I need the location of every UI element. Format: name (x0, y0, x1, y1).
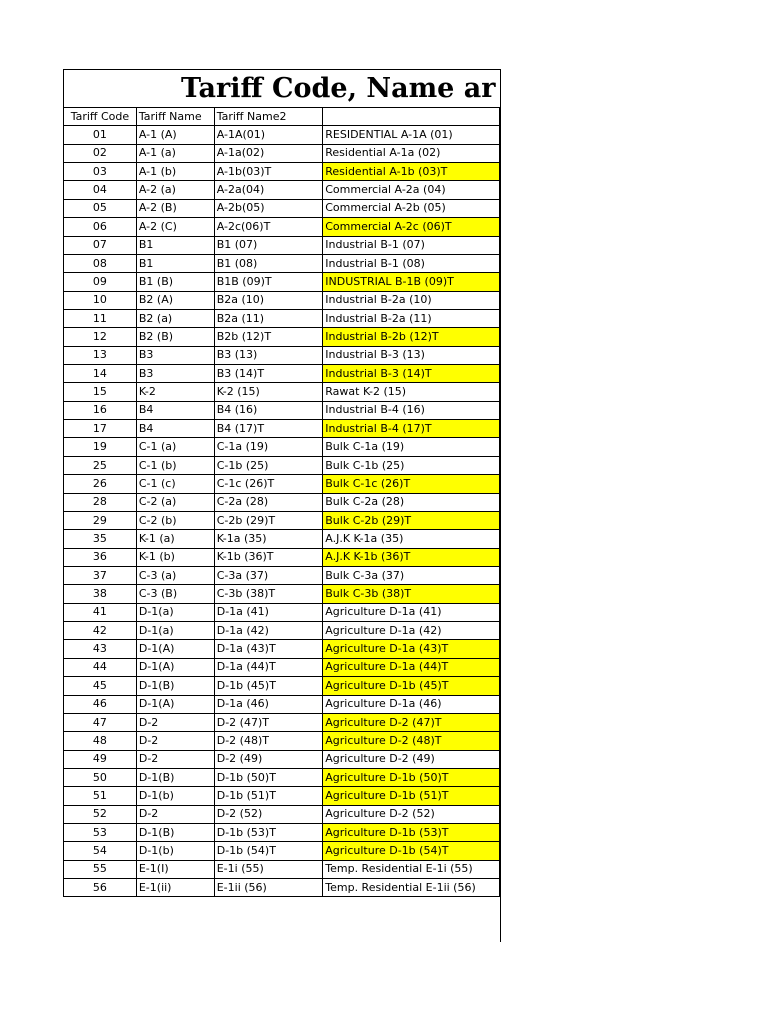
cell-tariff-name2: C-3b (38)T (214, 585, 323, 603)
cell-description: Residential A-1b (03)T (323, 163, 500, 181)
cell-tariff-code: 07 (64, 236, 137, 254)
cell-description: Commercial A-2b (05) (323, 199, 500, 217)
table-row (64, 677, 500, 695)
cell-tariff-name: D-2 (136, 750, 214, 768)
table-row (64, 236, 500, 254)
cell-tariff-name2: D-1b (53)T (214, 824, 323, 842)
cell-tariff-name: E-1(I) (136, 860, 214, 878)
table-row (64, 585, 500, 603)
cell-tariff-code: 54 (64, 842, 137, 860)
table-row (64, 805, 500, 823)
cell-tariff-code: 43 (64, 640, 137, 658)
table-row (64, 787, 500, 805)
cell-tariff-name2: D-2 (47)T (214, 713, 323, 731)
cell-description: Agriculture D-1b (54)T (323, 842, 500, 860)
title-row (63, 69, 500, 107)
cell-tariff-name2: K-2 (15) (214, 383, 323, 401)
cell-description: Agriculture D-1b (50)T (323, 768, 500, 786)
cell-tariff-name: C-2 (a) (136, 493, 214, 511)
table-row (64, 879, 500, 897)
cell-description: Commercial A-2a (04) (323, 181, 500, 199)
cell-description: Agriculture D-1a (41) (323, 603, 500, 621)
cell-description: Industrial B-2b (12)T (323, 328, 500, 346)
cell-description: Agriculture D-2 (52) (323, 805, 500, 823)
cell-tariff-code: 42 (64, 622, 137, 640)
cell-tariff-name: C-1 (a) (136, 438, 214, 456)
cell-description: Industrial B-2a (10) (323, 291, 500, 309)
cell-tariff-code: 17 (64, 420, 137, 438)
header-description (323, 108, 500, 126)
cell-tariff-code: 05 (64, 199, 137, 217)
cell-tariff-name2: D-2 (52) (214, 805, 323, 823)
cell-tariff-name2: A-1A(01) (214, 126, 323, 144)
table-row (64, 456, 500, 474)
cell-tariff-name2: C-1b (25) (214, 456, 323, 474)
cell-tariff-code: 50 (64, 768, 137, 786)
cell-description: Commercial A-2c (06)T (323, 218, 500, 236)
cell-tariff-name2: B2a (10) (214, 291, 323, 309)
cell-tariff-name2: K-1b (36)T (214, 548, 323, 566)
cell-description: Bulk C-1c (26)T (323, 475, 500, 493)
table-row (64, 530, 500, 548)
cell-description: Industrial B-4 (17)T (323, 420, 500, 438)
table-row (64, 254, 500, 272)
cell-tariff-name: B3 (136, 365, 214, 383)
cell-tariff-name2: B3 (14)T (214, 365, 323, 383)
table-row (64, 218, 500, 236)
cell-description: RESIDENTIAL A-1A (01) (323, 126, 500, 144)
cell-tariff-code: 26 (64, 475, 137, 493)
cell-tariff-name: C-3 (B) (136, 585, 214, 603)
cell-tariff-name2: E-1i (55) (214, 860, 323, 878)
cell-tariff-name: D-1(A) (136, 658, 214, 676)
cell-tariff-code: 35 (64, 530, 137, 548)
cell-tariff-code: 08 (64, 254, 137, 272)
header-tariff-name: Tariff Name (136, 108, 214, 126)
cell-tariff-code: 01 (64, 126, 137, 144)
cell-tariff-name: D-1(B) (136, 824, 214, 842)
cell-tariff-code: 15 (64, 383, 137, 401)
cell-tariff-name: K-1 (b) (136, 548, 214, 566)
cell-tariff-name2: D-1a (41) (214, 603, 323, 621)
cell-tariff-name2: C-1c (26)T (214, 475, 323, 493)
cell-tariff-name2: A-2c(06)T (214, 218, 323, 236)
table-row (64, 566, 500, 584)
cell-tariff-code: 11 (64, 309, 137, 327)
cell-tariff-name: A-1 (b) (136, 163, 214, 181)
cell-tariff-name: A-2 (C) (136, 218, 214, 236)
cell-tariff-name2: A-1b(03)T (214, 163, 323, 181)
cell-tariff-name: C-3 (a) (136, 566, 214, 584)
cell-description: Rawat K-2 (15) (323, 383, 500, 401)
cell-tariff-name: D-1(B) (136, 768, 214, 786)
cell-tariff-code: 06 (64, 218, 137, 236)
cell-tariff-name2: B2a (11) (214, 309, 323, 327)
cell-tariff-code: 37 (64, 566, 137, 584)
cell-tariff-name2: B1 (07) (214, 236, 323, 254)
table-row (64, 144, 500, 162)
cell-tariff-name: A-1 (a) (136, 144, 214, 162)
cell-tariff-name: D-1(A) (136, 695, 214, 713)
cell-tariff-name2: B4 (17)T (214, 420, 323, 438)
cell-tariff-code: 46 (64, 695, 137, 713)
cell-description: Temp. Residential E-1ii (56) (323, 879, 500, 897)
table-row (64, 401, 500, 419)
table-row (64, 493, 500, 511)
cell-tariff-name2: C-2a (28) (214, 493, 323, 511)
cell-tariff-name2: D-1a (44)T (214, 658, 323, 676)
table-row (64, 732, 500, 750)
cell-tariff-name2: D-1b (54)T (214, 842, 323, 860)
cell-tariff-name: D-1(a) (136, 622, 214, 640)
cell-tariff-code: 47 (64, 713, 137, 731)
cell-tariff-code: 36 (64, 548, 137, 566)
cell-tariff-code: 51 (64, 787, 137, 805)
cell-tariff-name: D-2 (136, 713, 214, 731)
cell-tariff-code: 41 (64, 603, 137, 621)
cell-description: Agriculture D-1b (51)T (323, 787, 500, 805)
table-row (64, 383, 500, 401)
cell-description: Bulk C-3a (37) (323, 566, 500, 584)
page-title: Tariff Code, Name ar (181, 73, 496, 104)
table-row (64, 126, 500, 144)
cell-tariff-code: 13 (64, 346, 137, 364)
cell-tariff-name: B2 (a) (136, 309, 214, 327)
cell-tariff-code: 48 (64, 732, 137, 750)
tariff-table-region (63, 69, 501, 942)
cell-tariff-name2: D-1a (43)T (214, 640, 323, 658)
cell-tariff-code: 38 (64, 585, 137, 603)
table-row (64, 768, 500, 786)
cell-description: Agriculture D-1a (46) (323, 695, 500, 713)
cell-description: Agriculture D-2 (49) (323, 750, 500, 768)
cell-description: Industrial B-1 (07) (323, 236, 500, 254)
cell-tariff-name: B1 (136, 236, 214, 254)
cell-tariff-name2: B3 (13) (214, 346, 323, 364)
cell-tariff-code: 29 (64, 511, 137, 529)
header-tariff-code: Tariff Code (64, 108, 137, 126)
cell-tariff-name2: B4 (16) (214, 401, 323, 419)
cell-tariff-name2: C-3a (37) (214, 566, 323, 584)
table-row (64, 640, 500, 658)
cell-tariff-code: 49 (64, 750, 137, 768)
cell-tariff-code: 16 (64, 401, 137, 419)
cell-tariff-name2: A-2b(05) (214, 199, 323, 217)
cell-tariff-name: C-1 (b) (136, 456, 214, 474)
cell-tariff-code: 25 (64, 456, 137, 474)
cell-tariff-code: 55 (64, 860, 137, 878)
cell-tariff-name2: B1 (08) (214, 254, 323, 272)
cell-tariff-name: K-2 (136, 383, 214, 401)
cell-tariff-code: 03 (64, 163, 137, 181)
cell-tariff-code: 52 (64, 805, 137, 823)
cell-tariff-code: 02 (64, 144, 137, 162)
cell-tariff-name2: A-1a(02) (214, 144, 323, 162)
cell-tariff-name: B4 (136, 401, 214, 419)
cell-tariff-code: 04 (64, 181, 137, 199)
cell-tariff-name: B1 (136, 254, 214, 272)
cell-tariff-name: A-1 (A) (136, 126, 214, 144)
cell-description: Industrial B-1 (08) (323, 254, 500, 272)
table-row (64, 658, 500, 676)
cell-tariff-name2: D-2 (49) (214, 750, 323, 768)
cell-description: Bulk C-2b (29)T (323, 511, 500, 529)
cell-description: Industrial B-3 (14)T (323, 365, 500, 383)
cell-tariff-code: 10 (64, 291, 137, 309)
cell-description: Agriculture D-1a (43)T (323, 640, 500, 658)
cell-tariff-code: 53 (64, 824, 137, 842)
cell-tariff-name: D-1(b) (136, 842, 214, 860)
header-tariff-name2: Tariff Name2 (214, 108, 323, 126)
table-row (64, 622, 500, 640)
cell-description: A.J.K K-1a (35) (323, 530, 500, 548)
cell-tariff-name: B3 (136, 346, 214, 364)
table-row (64, 511, 500, 529)
table-row (64, 695, 500, 713)
cell-description: Agriculture D-2 (48)T (323, 732, 500, 750)
cell-tariff-code: 28 (64, 493, 137, 511)
table-row (64, 548, 500, 566)
cell-tariff-name2: K-1a (35) (214, 530, 323, 548)
table-row (64, 860, 500, 878)
cell-tariff-name2: A-2a(04) (214, 181, 323, 199)
cell-tariff-code: 09 (64, 273, 137, 291)
cell-tariff-name2: C-2b (29)T (214, 511, 323, 529)
cell-tariff-name: B1 (B) (136, 273, 214, 291)
cell-description: Bulk C-3b (38)T (323, 585, 500, 603)
cell-description: Bulk C-1a (19) (323, 438, 500, 456)
table-row (64, 842, 500, 860)
cell-description: Industrial B-3 (13) (323, 346, 500, 364)
cell-tariff-code: 19 (64, 438, 137, 456)
table-row (64, 291, 500, 309)
cell-description: Agriculture D-1b (53)T (323, 824, 500, 842)
cell-description: Industrial B-4 (16) (323, 401, 500, 419)
cell-description: Temp. Residential E-1i (55) (323, 860, 500, 878)
cell-tariff-name2: B2b (12)T (214, 328, 323, 346)
cell-tariff-name2: D-1b (45)T (214, 677, 323, 695)
cell-description: Bulk C-2a (28) (323, 493, 500, 511)
table-row (64, 438, 500, 456)
table-row (64, 750, 500, 768)
tariff-table (63, 107, 500, 897)
cell-tariff-name: C-2 (b) (136, 511, 214, 529)
cell-tariff-name: D-1(A) (136, 640, 214, 658)
table-row (64, 273, 500, 291)
cell-tariff-name: A-2 (B) (136, 199, 214, 217)
cell-tariff-name2: D-1b (51)T (214, 787, 323, 805)
table-row (64, 824, 500, 842)
table-header-row (64, 108, 500, 126)
cell-description: Residential A-1a (02) (323, 144, 500, 162)
table-row (64, 346, 500, 364)
cell-tariff-name: D-2 (136, 805, 214, 823)
cell-tariff-name: B2 (A) (136, 291, 214, 309)
cell-tariff-name2: D-1b (50)T (214, 768, 323, 786)
cell-tariff-name: C-1 (c) (136, 475, 214, 493)
table-row (64, 420, 500, 438)
cell-description: Bulk C-1b (25) (323, 456, 500, 474)
cell-tariff-name: D-1(b) (136, 787, 214, 805)
cell-tariff-code: 14 (64, 365, 137, 383)
cell-tariff-name: E-1(ii) (136, 879, 214, 897)
cell-tariff-code: 45 (64, 677, 137, 695)
table-row (64, 365, 500, 383)
table-row (64, 328, 500, 346)
cell-tariff-code: 12 (64, 328, 137, 346)
cell-description: Agriculture D-2 (47)T (323, 713, 500, 731)
cell-tariff-name: D-1(B) (136, 677, 214, 695)
cell-description: Agriculture D-1a (44)T (323, 658, 500, 676)
table-row (64, 163, 500, 181)
table-body (64, 126, 500, 897)
cell-tariff-name2: D-2 (48)T (214, 732, 323, 750)
table-row (64, 475, 500, 493)
cell-tariff-code: 44 (64, 658, 137, 676)
cell-tariff-name2: C-1a (19) (214, 438, 323, 456)
cell-tariff-code: 56 (64, 879, 137, 897)
cell-tariff-name2: E-1ii (56) (214, 879, 323, 897)
cell-tariff-name2: D-1a (46) (214, 695, 323, 713)
cell-tariff-name: D-1(a) (136, 603, 214, 621)
table-row (64, 181, 500, 199)
table-row (64, 199, 500, 217)
cell-description: Agriculture D-1a (42) (323, 622, 500, 640)
cell-description: A.J.K K-1b (36)T (323, 548, 500, 566)
cell-tariff-name: A-2 (a) (136, 181, 214, 199)
table-row (64, 603, 500, 621)
table-row (64, 713, 500, 731)
cell-tariff-name: D-2 (136, 732, 214, 750)
table-row (64, 309, 500, 327)
cell-tariff-name: K-1 (a) (136, 530, 214, 548)
cell-description: Agriculture D-1b (45)T (323, 677, 500, 695)
cell-tariff-name2: B1B (09)T (214, 273, 323, 291)
cell-tariff-name: B4 (136, 420, 214, 438)
cell-description: INDUSTRIAL B-1B (09)T (323, 273, 500, 291)
cell-description: Industrial B-2a (11) (323, 309, 500, 327)
cell-tariff-name2: D-1a (42) (214, 622, 323, 640)
cell-tariff-name: B2 (B) (136, 328, 214, 346)
